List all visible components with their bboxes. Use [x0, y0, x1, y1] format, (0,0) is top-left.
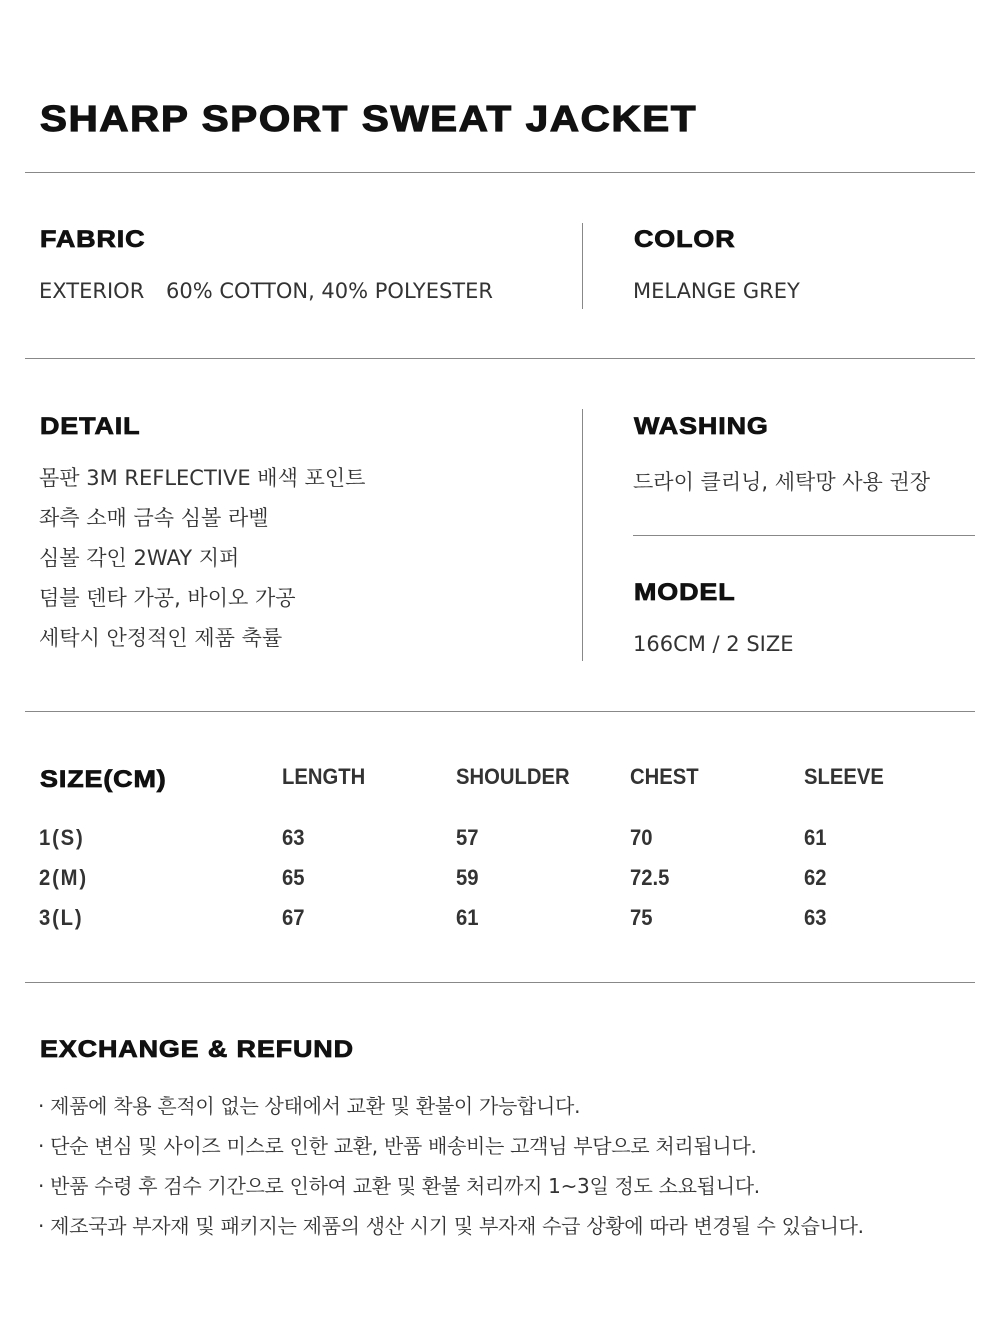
size-cell: 62	[804, 865, 827, 890]
fabric-heading: FABRIC	[40, 226, 146, 253]
exchange-note: · 단순 변심 및 사이즈 미스로 인한 교환, 반품 배송비는 고객님 부담으로 처리됩니다.	[38, 1134, 757, 1158]
size-cell: 70	[630, 825, 653, 850]
size-col-shoulder: SHOULDER	[456, 764, 570, 789]
divider	[633, 535, 975, 536]
fabric-exterior-label: EXTERIOR	[39, 279, 145, 303]
size-cell: 72.5	[630, 865, 670, 890]
color-value: MELANGE GREY	[633, 279, 800, 303]
size-cell: 67	[282, 905, 305, 930]
detail-item: 세탁시 안정적인 제품 축률	[39, 626, 283, 650]
detail-item: 덤블 덴타 가공, 바이오 가공	[39, 586, 296, 610]
size-cell: 63	[282, 825, 305, 850]
washing-heading: WASHING	[634, 413, 769, 440]
exchange-note: · 제조국과 부자재 및 패키지는 제품의 생산 시기 및 부자재 수급 상황에 따라 변경될 수 있습니다.	[38, 1214, 864, 1238]
exchange-heading: EXCHANGE & REFUND	[40, 1036, 354, 1063]
divider	[25, 172, 975, 173]
size-cell: 63	[804, 905, 827, 930]
divider	[25, 358, 975, 359]
size-col-chest: CHEST	[630, 764, 699, 789]
detail-item: 좌측 소매 금속 심볼 라벨	[39, 506, 269, 530]
size-cell: 65	[282, 865, 305, 890]
fabric-composition: 60% COTTON, 40% POLYESTER	[166, 279, 493, 303]
size-cell: 57	[456, 825, 479, 850]
product-title: SHARP SPORT SWEAT JACKET	[40, 98, 698, 139]
size-heading: SIZE(CM)	[40, 766, 167, 793]
model-info: 166CM / 2 SIZE	[633, 632, 794, 656]
size-cell: 61	[804, 825, 827, 850]
size-row-label: 2(M)	[39, 865, 88, 890]
size-cell: 75	[630, 905, 653, 930]
color-heading: COLOR	[634, 226, 736, 253]
model-heading: MODEL	[634, 579, 736, 606]
size-col-sleeve: SLEEVE	[804, 764, 884, 789]
size-row-label: 3(L)	[39, 905, 84, 930]
size-col-length: LENGTH	[282, 764, 366, 789]
column-divider	[582, 409, 583, 661]
exchange-note: · 제품에 착용 흔적이 없는 상태에서 교환 및 환불이 가능합니다.	[38, 1094, 581, 1118]
exchange-note: · 반품 수령 후 검수 기간으로 인하여 교환 및 환불 처리까지 1~3일 정도 소요됩니다.	[38, 1174, 760, 1198]
detail-item: 심볼 각인 2WAY 지퍼	[39, 546, 240, 570]
detail-heading: DETAIL	[40, 413, 141, 440]
column-divider	[582, 223, 583, 309]
size-cell: 59	[456, 865, 479, 890]
detail-item: 몸판 3M REFLECTIVE 배색 포인트	[39, 466, 366, 490]
divider	[25, 711, 975, 712]
size-cell: 61	[456, 905, 479, 930]
exchange-notes	[38, 1086, 864, 1246]
detail-list	[39, 458, 365, 658]
divider	[25, 982, 975, 983]
washing-instructions: 드라이 클리닝, 세탁망 사용 권장	[633, 470, 931, 494]
size-row-label: 1(S)	[39, 825, 85, 850]
